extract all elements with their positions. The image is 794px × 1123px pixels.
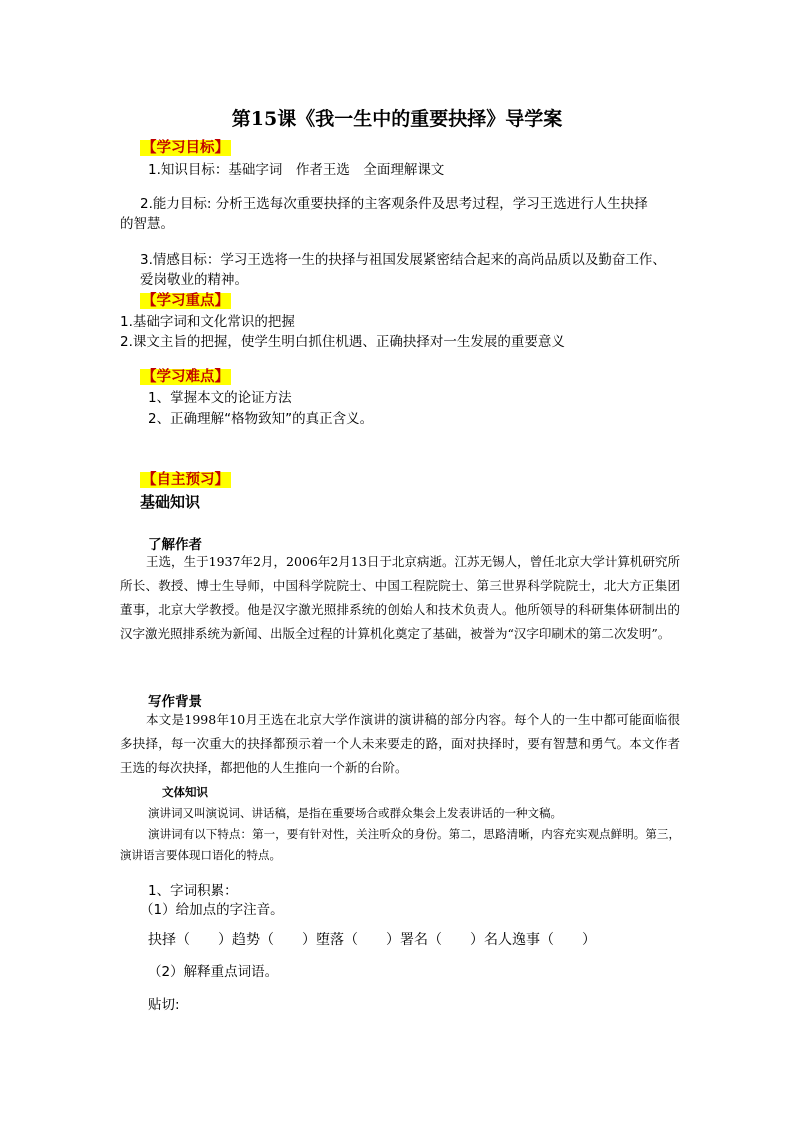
author-heading: 了解作者 bbox=[148, 537, 202, 553]
objectives-heading bbox=[140, 136, 231, 157]
objective-emotion-cont: 爱岗敬业的精神。 bbox=[140, 272, 248, 288]
key-points-heading bbox=[140, 289, 231, 310]
difficulties-heading bbox=[140, 365, 231, 386]
exercise-term: 贴切: bbox=[148, 997, 180, 1013]
author-paragraph: 王选，生于1937年2月，2006年2月13日于北京病逝。江苏无锡人，曾任北京大学计算机研究所所长、教授、博士生导师，中国科学院院士、中国工程院院士、第三世界科学院院士，北大方正集团董事，北京大学教授。他是汉字激光照排系统的创始人和技术负责人。他所领导的科研集体研制出的汉字激光照排系统为新闻、出版全过程的计算机化奠定了基础，被誉为“汉字印刷术的第二次发明”。 bbox=[120, 554, 680, 641]
objective-ability-cont: 的智慧。 bbox=[120, 216, 174, 232]
exercise-q2: （2）解释重点词语。 bbox=[148, 964, 279, 980]
preview-heading-label: 【自主预习】 bbox=[142, 472, 229, 488]
difficulty-2: 2、正确理解“格物致知”的真正含义。 bbox=[148, 411, 374, 427]
objective-emotion: 3.情感目标：学习王选将一生的抉择与祖国发展紧密结合起来的高尚品质以及勤奋工作、 bbox=[140, 252, 666, 268]
page-title: 第15课《我一生中的重要抉择》导学案 bbox=[231, 108, 563, 130]
key-point-2: 2.课文主旨的把握，使学生明白抓住机遇、正确抉择对一生发展的重要意义 bbox=[120, 334, 565, 350]
objectives-heading-label: 【学习目标】 bbox=[142, 140, 229, 156]
background-paragraph: 本文是1998年10月王选在北京大学作演讲的演讲稿的部分内容。每个人的一生中都可能面临很多抉择，每一次重大的抉择都预示着一个人未来要走的路，面对抉择时，要有智慧和勇气。本文作者王选的每次抉择，都把他的人生推向一个新的台阶。 bbox=[120, 712, 680, 775]
difficulty-1: 1、掌握本文的论证方法 bbox=[148, 390, 292, 406]
objective-ability: 2.能力目标: 分析王选每次重要抉择的主客观条件及思考过程，学习王选进行人生抉择 bbox=[140, 196, 648, 212]
background-heading: 写作背景 bbox=[148, 694, 202, 710]
key-point-1: 1.基础字词和文化常识的把握 bbox=[120, 314, 295, 330]
exercise-q1: （1）给加点的字注音。 bbox=[140, 902, 284, 918]
exercise-word-list: 抉择（ ）趋势（ ）堕落（ ）署名（ ）名人逸事（ ） bbox=[148, 932, 596, 948]
exercise-title: 1、字词积累： bbox=[148, 883, 238, 899]
difficulties-heading-label: 【学习难点】 bbox=[142, 369, 229, 385]
genre-heading: 文体知识 bbox=[162, 785, 208, 799]
key-points-heading-label: 【学习重点】 bbox=[142, 293, 229, 309]
preview-heading bbox=[140, 468, 231, 489]
objective-knowledge: 1.知识目标：基础字词 作者王选 全面理解课文 bbox=[148, 162, 445, 178]
genre-line-2: 演讲词有以下特点：第一，要有针对性，关注听众的身份。第二，思路清晰，内容充实观点鲜明。第三，演讲语言要体现口语化的特点。 bbox=[120, 827, 680, 862]
genre-line-1: 演讲词又叫演说词、讲话稿，是指在重要场合或群众集会上发表讲话的一种文稿。 bbox=[148, 806, 562, 820]
basic-knowledge-heading: 基础知识 bbox=[140, 493, 201, 511]
